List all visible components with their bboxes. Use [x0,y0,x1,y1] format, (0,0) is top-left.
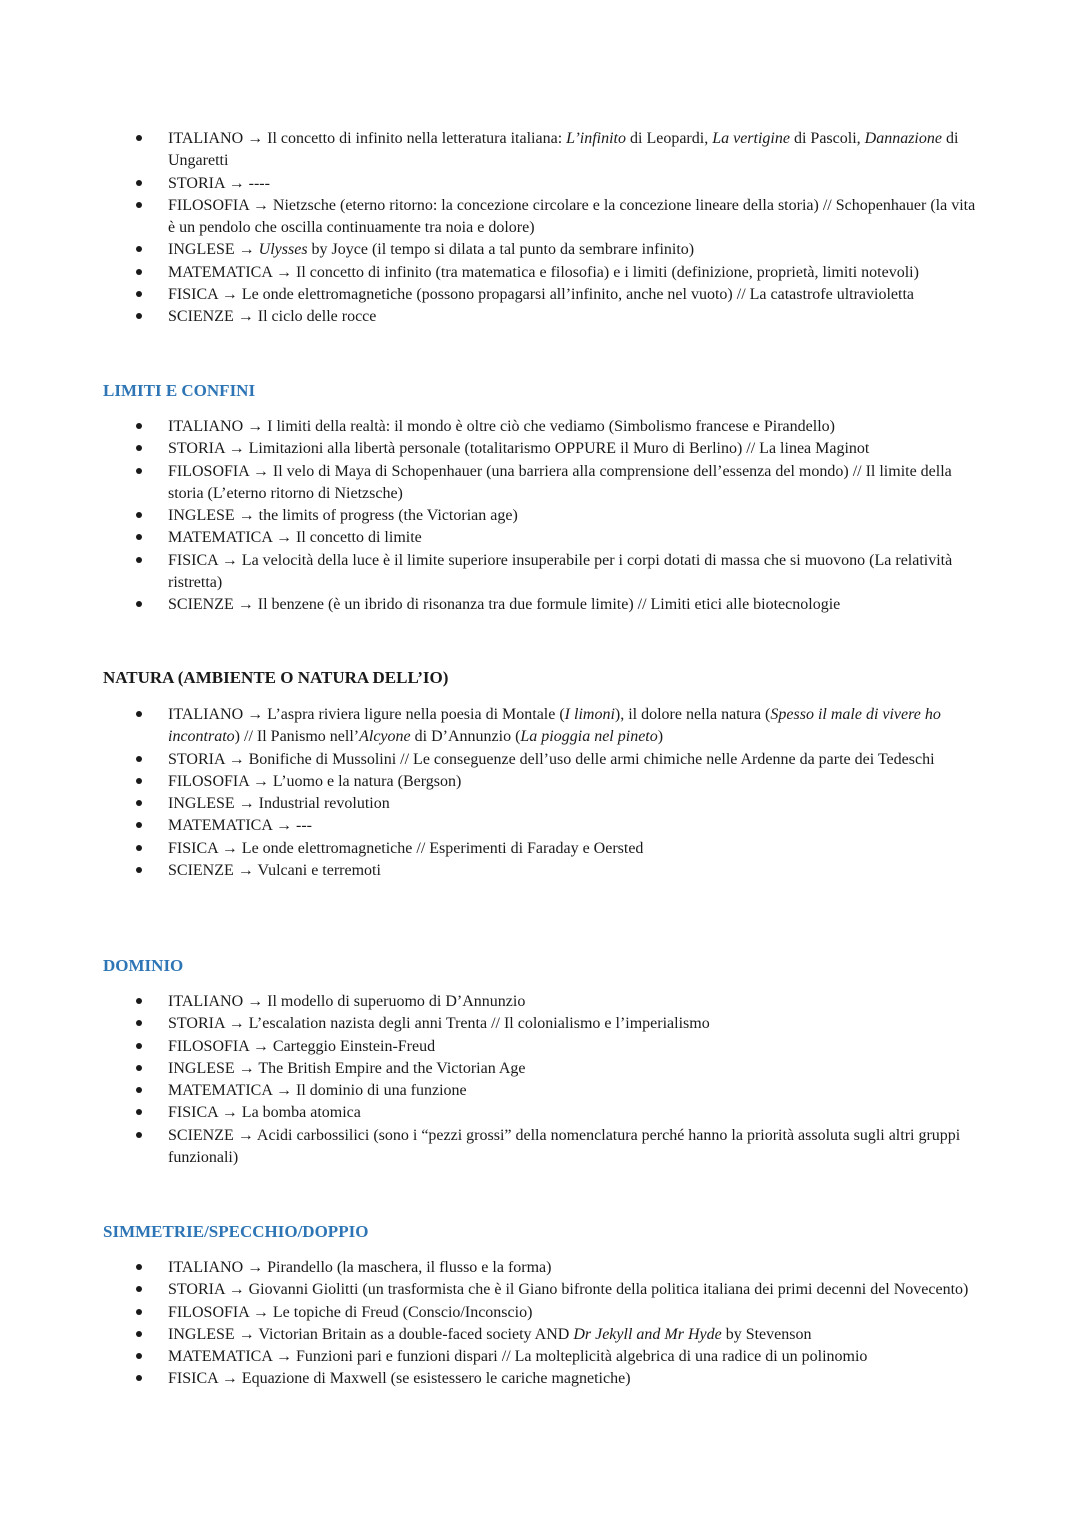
item-text: Le topiche di Freud (Conscio/Inconscio) [272,1303,533,1321]
bullet-icon [136,445,142,451]
section-heading: LIMITI E CONFINI [103,381,256,400]
bullet-icon [136,557,142,563]
arrow-icon: → [238,1059,255,1077]
item-text: the limits of progress (the Victorian age) [258,507,518,525]
bullet-icon [136,291,142,297]
item-text: Vulcani e terremoti [257,862,381,880]
item-text: Il dominio di una funzione [296,1082,467,1100]
list-item [0,771,1080,793]
subject-label: INGLESE [168,241,235,259]
subject-label: MATEMATICA [168,1082,273,1100]
bullet-icon [136,1264,142,1270]
italic-title: L’infinito [566,130,626,147]
item-text: Le onde elettromagnetiche // Esperimenti di Faraday e Oersted [241,839,644,857]
arrow-icon: → [237,862,254,880]
italic-title: La vertigine [712,130,790,147]
italic-title: Spesso il male di vivere ho incontrato [168,706,941,746]
item-text: Industrial revolution [258,795,390,813]
item-text: Equazione di Maxwell (se esistessero le cariche magnetiche) [241,1370,631,1388]
item-text: Il concetto di infinito nella letteratura italiana: [267,130,567,147]
bullet-icon [136,778,142,784]
arrow-icon: → [237,1126,254,1144]
arrow-icon: → [252,1037,269,1055]
item-text: Il velo di Maya di Schopenhauer (una barriera alla comprensione dell’essenza del mondo) // Il limite della storia (L’eterno ritorno di Nietzsche) [168,462,952,502]
bullet-icon [136,269,142,275]
list-item [0,1058,1080,1080]
topic-list [0,128,1080,329]
list-item [0,195,1080,240]
arrow-icon: → [237,596,254,614]
bullet-icon [136,601,142,607]
list-item [0,306,1080,328]
subject-label: FILOSOFIA [168,772,249,790]
item-text: by Joyce (il tempo si dilata a tal punto da sembrare infinito) [307,241,695,259]
list-item [0,128,1080,173]
list-item [0,1368,1080,1390]
list-item [0,1080,1080,1102]
item-text: Bonifiche di Mussolini // Le conseguenze dell’uso delle armi chimiche nelle Ardenne da parte dei Tedeschi [248,750,935,768]
bullet-icon [136,135,142,141]
arrow-icon: → [247,706,264,723]
arrow-icon: → [228,1015,245,1033]
item-text: Acidi carbossilici (sono i “pezzi grossi” della nomenclatura perché hanno la priorità assoluta sugli altri gruppi funzionali) [168,1126,961,1167]
subject-label: MATEMATICA [168,1348,273,1366]
list-item [0,860,1080,882]
arrow-icon: → [252,196,269,214]
list-item [0,284,1080,306]
item-text: Il modello di superuomo di D’Annunzio [267,993,526,1010]
subject-label: ITALIANO [168,1259,244,1276]
item-text: Pirandello (la maschera, il flusso e la forma) [267,1259,552,1276]
list-item [0,505,1080,527]
arrow-icon: → [237,308,254,326]
item-text: di Leopardi, [626,130,713,147]
subject-label: SCIENZE [168,308,234,326]
subject-label: SCIENZE [168,1126,234,1144]
bullet-icon [136,1087,142,1093]
list-item [0,550,1080,595]
arrow-icon: → [276,1348,293,1366]
arrow-icon: → [276,1082,293,1100]
subject-label: FILOSOFIA [168,1037,249,1055]
item-text: Le onde elettromagnetiche (possono propagarsi all’infinito, anche nel vuoto) // La catastrofe ultravioletta [241,286,914,304]
list-item [0,704,1080,749]
arrow-icon: → [238,1325,255,1343]
section-heading: NATURA (AMBIENTE O NATURA DELL’IO) [103,668,449,687]
arrow-icon: → [221,839,238,857]
list-item [0,173,1080,195]
item-text: Carteggio Einstein-Freud [272,1037,436,1055]
topic-list [0,1257,1080,1391]
bullet-icon [136,512,142,518]
list-item [0,461,1080,506]
arrow-icon: → [247,1259,264,1276]
item-text: Il concetto di limite [296,529,422,547]
bullet-icon [136,756,142,762]
bullet-icon [136,998,142,1004]
item-text: Funzioni pari e funzioni dispari // La molteplicità algebrica di una radice di un polinomio [296,1348,868,1366]
list-item [0,239,1080,261]
item-text: La bomba atomica [241,1104,361,1122]
arrow-icon: → [252,772,269,790]
list-item [0,1102,1080,1124]
list-item [0,1257,1080,1279]
bullet-icon [136,1375,142,1381]
list-item [0,991,1080,1013]
topic-list [0,704,1080,882]
italic-title: Alcyone [359,728,411,746]
subject-label: MATEMATICA [168,529,273,547]
subject-label: FISICA [168,551,218,569]
list-item [0,749,1080,771]
subject-label: STORIA [168,1015,225,1033]
item-text: ) // Il Panismo nell’ [234,728,360,746]
item-text: Giovanni Giolitti (un trasformista che è il Giano bifronte della politica italiana dei primi decenni del Novecento) [248,1281,969,1299]
italic-title: Dannazione [864,130,942,147]
subject-label: INGLESE [168,1325,235,1343]
bullet-icon [136,1109,142,1115]
subject-label: FISICA [168,1370,218,1388]
bullet-icon [136,1331,142,1337]
subject-label: FISICA [168,839,218,857]
arrow-icon: → [221,551,238,569]
arrow-icon: → [238,795,255,813]
italic-title: I limoni [564,706,615,723]
item-text: Il benzene (è un ibrido di risonanza tra due formule limite) // Limiti etici alle biotecnologie [257,596,841,614]
arrow-icon: → [228,1281,245,1299]
subject-label: SCIENZE [168,862,234,880]
subject-label: STORIA [168,750,225,768]
item-text: The British Empire and the Victorian Age [258,1059,526,1077]
item-text: L’escalation nazista degli anni Trenta // Il colonialismo e l’imperialismo [248,1015,710,1033]
item-text: Victorian Britain as a double-faced society AND [258,1325,574,1343]
list-item [0,1279,1080,1301]
italic-title: Dr Jekyll and Mr Hyde [573,1325,722,1343]
subject-label: ITALIANO [168,993,244,1010]
arrow-icon: → [276,529,293,547]
section-heading: DOMINIO [103,956,184,975]
item-text: Il ciclo delle rocce [257,308,377,326]
item-text: di Pascoli, [789,130,865,147]
subject-label: INGLESE [168,1059,235,1077]
arrow-icon: → [238,507,255,525]
subject-label: ITALIANO [168,418,244,435]
list-item [0,1302,1080,1324]
arrow-icon: → [228,750,245,768]
bullet-icon [136,180,142,186]
subject-label: ITALIANO [168,706,244,723]
item-text: Limitazioni alla libertà personale (totalitarismo OPPURE il Muro di Berlino) // La linea Maginot [248,440,870,458]
item-text: di D’Annunzio ( [410,728,521,746]
arrow-icon: → [276,817,293,835]
subject-label: ITALIANO [168,130,244,147]
list-item [0,1013,1080,1035]
list-item [0,1346,1080,1368]
arrow-icon: → [247,418,264,435]
list-item [0,1324,1080,1346]
arrow-icon: → [252,462,269,480]
subject-label: STORIA [168,174,225,192]
subject-label: FILOSOFIA [168,462,249,480]
list-item [0,527,1080,549]
item-text: di Ungaretti [168,130,959,170]
list-item [0,262,1080,284]
bullet-icon [136,423,142,429]
subject-label: FILOSOFIA [168,196,249,214]
bullet-icon [136,1020,142,1026]
bullet-icon [136,246,142,252]
arrow-icon: → [238,241,255,259]
list-item [0,438,1080,460]
bullet-icon [136,468,142,474]
item-text: by Stevenson [721,1325,812,1343]
arrow-icon: → [276,263,293,281]
arrow-icon: → [252,1303,269,1321]
item-text: I limiti della realtà: il mondo è oltre ciò che vediamo (Simbolismo francese e Pirandello) [267,418,835,435]
subject-label: FISICA [168,1104,218,1122]
list-item [0,416,1080,438]
item-text: ---- [248,174,270,192]
bullet-icon [136,1043,142,1049]
subject-label: MATEMATICA [168,817,273,835]
list-item [0,1036,1080,1058]
list-item [0,1125,1080,1170]
bullet-icon [136,1132,142,1138]
item-text: ) [657,728,664,746]
arrow-icon: → [221,1370,238,1388]
bullet-icon [136,867,142,873]
topic-list [0,991,1080,1169]
arrow-icon: → [228,174,245,192]
subject-label: FISICA [168,286,218,304]
bullet-icon [136,822,142,828]
list-item [0,793,1080,815]
italic-title: Ulysses [258,241,308,259]
arrow-icon: → [247,130,264,147]
subject-label: SCIENZE [168,596,234,614]
bullet-icon [136,534,142,540]
subject-label: STORIA [168,440,225,458]
bullet-icon [136,800,142,806]
bullet-icon [136,1353,142,1359]
italic-title: La pioggia nel pineto [520,728,658,746]
bullet-icon [136,1065,142,1071]
subject-label: MATEMATICA [168,263,273,281]
list-item [0,838,1080,860]
bullet-icon [136,202,142,208]
arrow-icon: → [247,993,264,1010]
subject-label: FILOSOFIA [168,1303,249,1321]
list-item [0,815,1080,837]
bullet-icon [136,313,142,319]
arrow-icon: → [228,440,245,458]
item-text: L’uomo e la natura (Bergson) [272,772,462,790]
item-text: ), il dolore nella natura ( [614,706,771,723]
arrow-icon: → [221,1104,238,1122]
item-text: L’aspra riviera ligure nella poesia di Montale ( [267,706,565,723]
item-text: Il concetto di infinito (tra matematica e filosofia) e i limiti (definizione, proprietà, limiti notevoli) [296,263,919,281]
item-text: --- [296,817,312,835]
subject-label: INGLESE [168,507,235,525]
bullet-icon [136,845,142,851]
list-item [0,594,1080,616]
item-text: Nietzsche (eterno ritorno: la concezione circolare e la concezione lineare della storia) // Schopenhauer (la vita è un pendolo che oscilla continuamente tra noia e dolore) [168,196,976,237]
subject-label: STORIA [168,1281,225,1299]
bullet-icon [136,1309,142,1315]
subject-label: INGLESE [168,795,235,813]
arrow-icon: → [221,286,238,304]
bullet-icon [136,711,142,717]
section-heading: SIMMETRIE/SPECCHIO/DOPPIO [103,1222,369,1241]
bullet-icon [136,1286,142,1292]
item-text: La velocità della luce è il limite superiore insuperabile per i corpi dotati di massa che si muovono (La relatività ristretta) [168,551,953,592]
topic-list [0,416,1080,617]
